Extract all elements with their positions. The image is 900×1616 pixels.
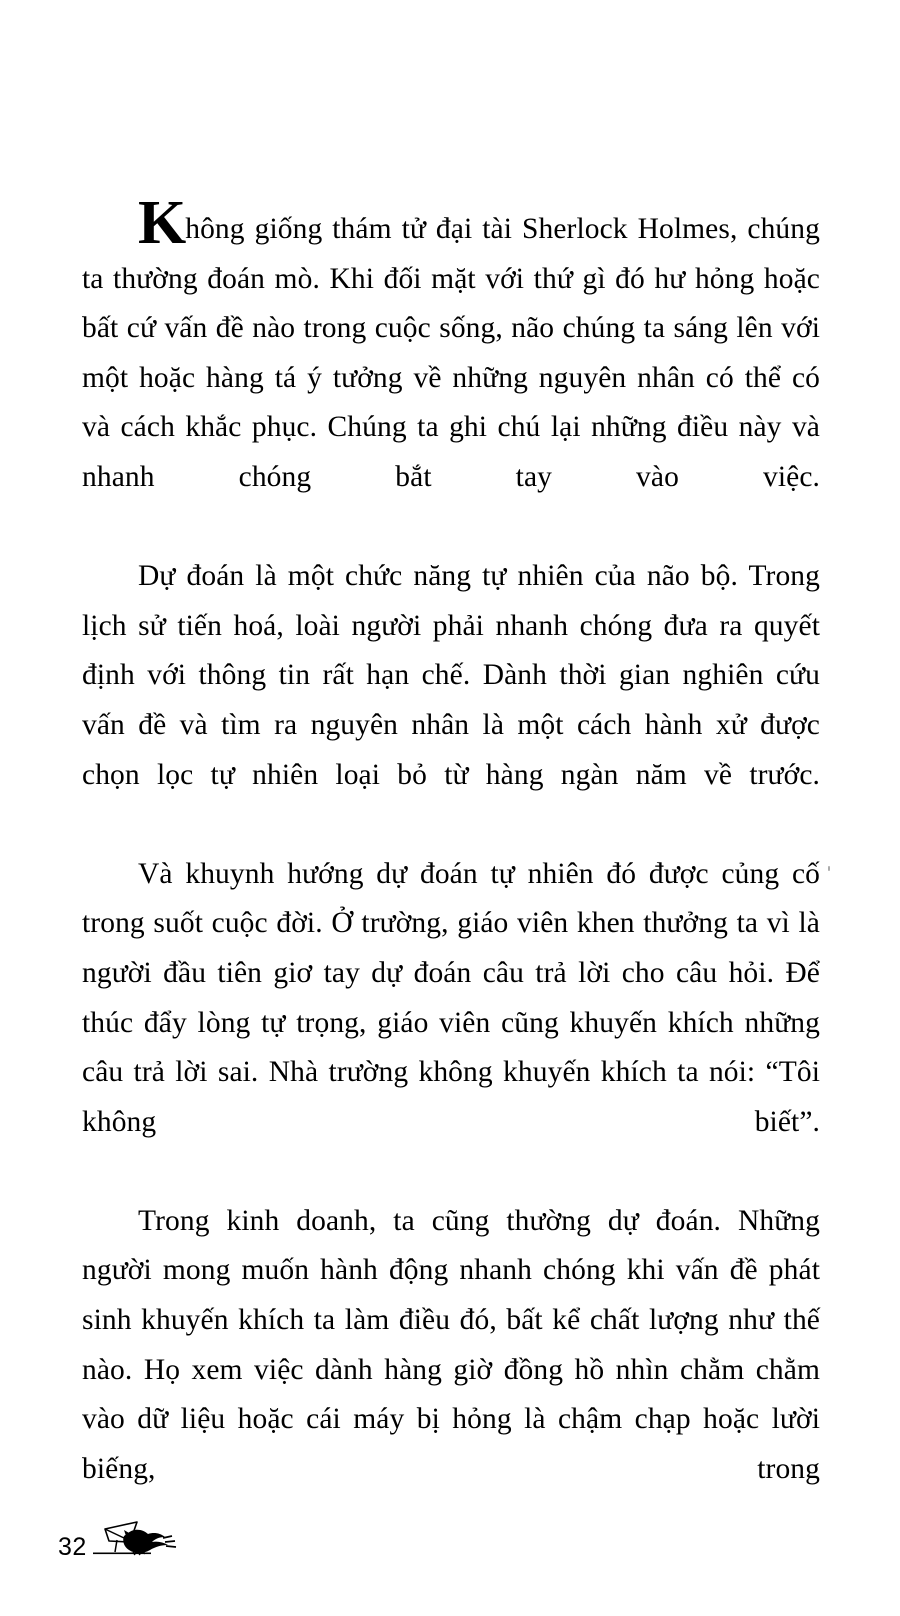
drop-cap: K <box>138 189 186 257</box>
paragraph-1 <box>82 189 820 552</box>
bird-ornament-icon <box>93 1511 185 1564</box>
paragraph-3: Và khuynh hướng dự đoán tự nhiên đó được củng cố trong suốt cuộc đời. Ở trường, giáo viên khen thưởng ta vì là người đầu tiên giơ tay dự đoán câu trả lời cho câu hỏi. Để thúc đẩy lòng tự trọng, giáo viên cũng khuyến khích những câu trả lời sai. Nhà trường không khuyến khích ta nói: “Tôi không biết”. <box>82 857 820 1138</box>
page-number: 32 <box>58 1533 87 1561</box>
paragraph-4: Trong kinh doanh, ta cũng thường dự đoán. Những người mong muốn hành động nhanh chóng khi vấn đề phát sinh khuyến khích ta làm điều đó, bất kể chất lượng như thế nào. Họ xem việc dành hàng giờ đồng hồ nhìn chằm chằm vào dữ liệu hoặc cái máy bị hỏng là chậm chạp hoặc lười biếng, trong <box>82 1204 820 1485</box>
paragraph-2: Dự đoán là một chức năng tự nhiên của não bộ. Trong lịch sử tiến hoá, loài người phải nhanh chóng đưa ra quyết định với thông tin rất hạn chế. Dành thời gian nghiên cứu vấn đề và tìm ra nguyên nhân là một cách hành xử được chọn lọc tự nhiên loại bỏ từ hàng ngàn năm về trước. <box>82 560 820 791</box>
paragraph-1-text: hông giống thám tử đại tài Sherlock Holmes, chúng ta thường đoán mò. Khi đối mặt với thứ gì đó hư hỏng hoặc bất cứ vấn đề nào trong cuộc sống, não chúng ta sáng lên với một hoặc hàng tá ý tưởng về những nguyên nhân có thể có và cách khắc phục. Chúng ta ghi chú lại những điều này và nhanh chóng bắt tay vào việc. <box>82 213 820 493</box>
body-text-column <box>82 189 820 1544</box>
scan-speck-artifact <box>828 866 830 871</box>
page-footer <box>58 1496 308 1566</box>
